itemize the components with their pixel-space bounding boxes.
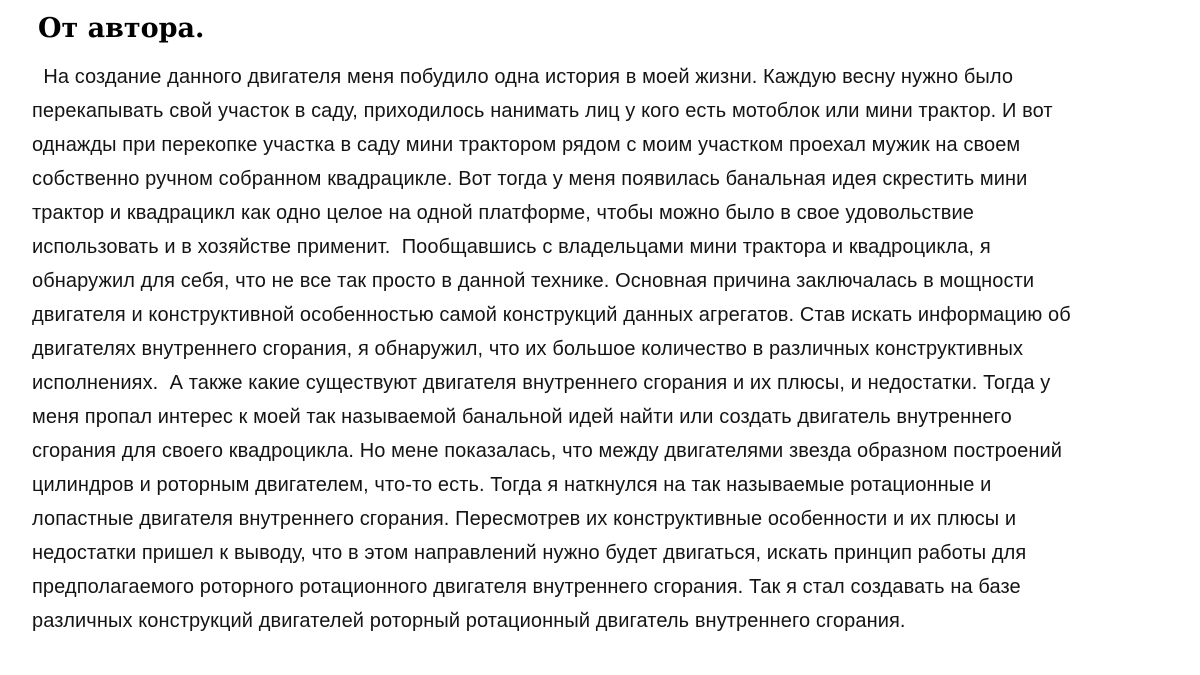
paragraph-line: перекапывать свой участок в саду, приходилось нанимать лиц у кого есть мотоблок или мини трактор. И вот xyxy=(32,100,1053,122)
paragraph-line: различных конструкций двигателей роторный ротационный двигатель внутреннего сгорания. xyxy=(32,610,906,632)
paragraph-line: двигателя и конструктивной особенностью самой конструкций данных агрегатов. Став искать информацию об xyxy=(32,304,1071,326)
paragraph-line: недостатки пришел к выводу, что в этом направлений нужно будет двигаться, искать принцип работы для xyxy=(32,542,1027,564)
paragraph-line: трактор и квадрацикл как одно целое на одной платформе, чтобы можно было в свое удовольствие xyxy=(32,202,974,224)
paragraph-line: предполагаемого роторного ротационного двигателя внутреннего сгорания. Так я стал создавать на базе xyxy=(32,576,1021,598)
document-title: От автора. xyxy=(38,13,205,44)
paragraph-line: двигателях внутреннего сгорания, я обнаружил, что их большое количество в различных конструктивных xyxy=(32,338,1024,360)
paragraph-line: сгорания для своего квадроцикла. Но мене показалась, что между двигателями звезда образном построений xyxy=(32,440,1063,462)
paragraph-line: исполнениях. А также какие существуют двигателя внутреннего сгорания и их плюсы, и недостатки. Тогда у xyxy=(32,372,1051,394)
paragraph-line: обнаружил для себя, что не все так просто в данной технике. Основная причина заключалась в мощности xyxy=(32,270,1035,292)
paragraph-line: меня пропал интерес к моей так называемой банальной идей найти или создать двигатель внутреннего xyxy=(32,406,1012,428)
paragraph-line: цилиндров и роторным двигателем, что-то есть. Тогда я наткнулся на так называемые ротационные и xyxy=(32,474,992,496)
paragraph-line: использовать и в хозяйстве применит. Пообщавшись с владельцами мини трактора и квадроцикла, я xyxy=(32,236,991,258)
paragraph-line: лопастные двигателя внутреннего сгорания. Пересмотрев их конструктивные особенности и их плюсы и xyxy=(32,508,1017,530)
paragraph-line: однажды при перекопке участка в саду мини трактором рядом с моим участком проехал мужик на своем xyxy=(32,134,1021,156)
paragraph-line: На создание данного двигателя меня побудило одна история в моей жизни. Каждую весну нужно было xyxy=(32,66,1014,88)
document-paragraph xyxy=(32,60,1197,638)
paragraph-line: собственно ручном собранном квадрацикле. Вот тогда у меня появилась банальная идея скрестить мини xyxy=(32,168,1028,190)
